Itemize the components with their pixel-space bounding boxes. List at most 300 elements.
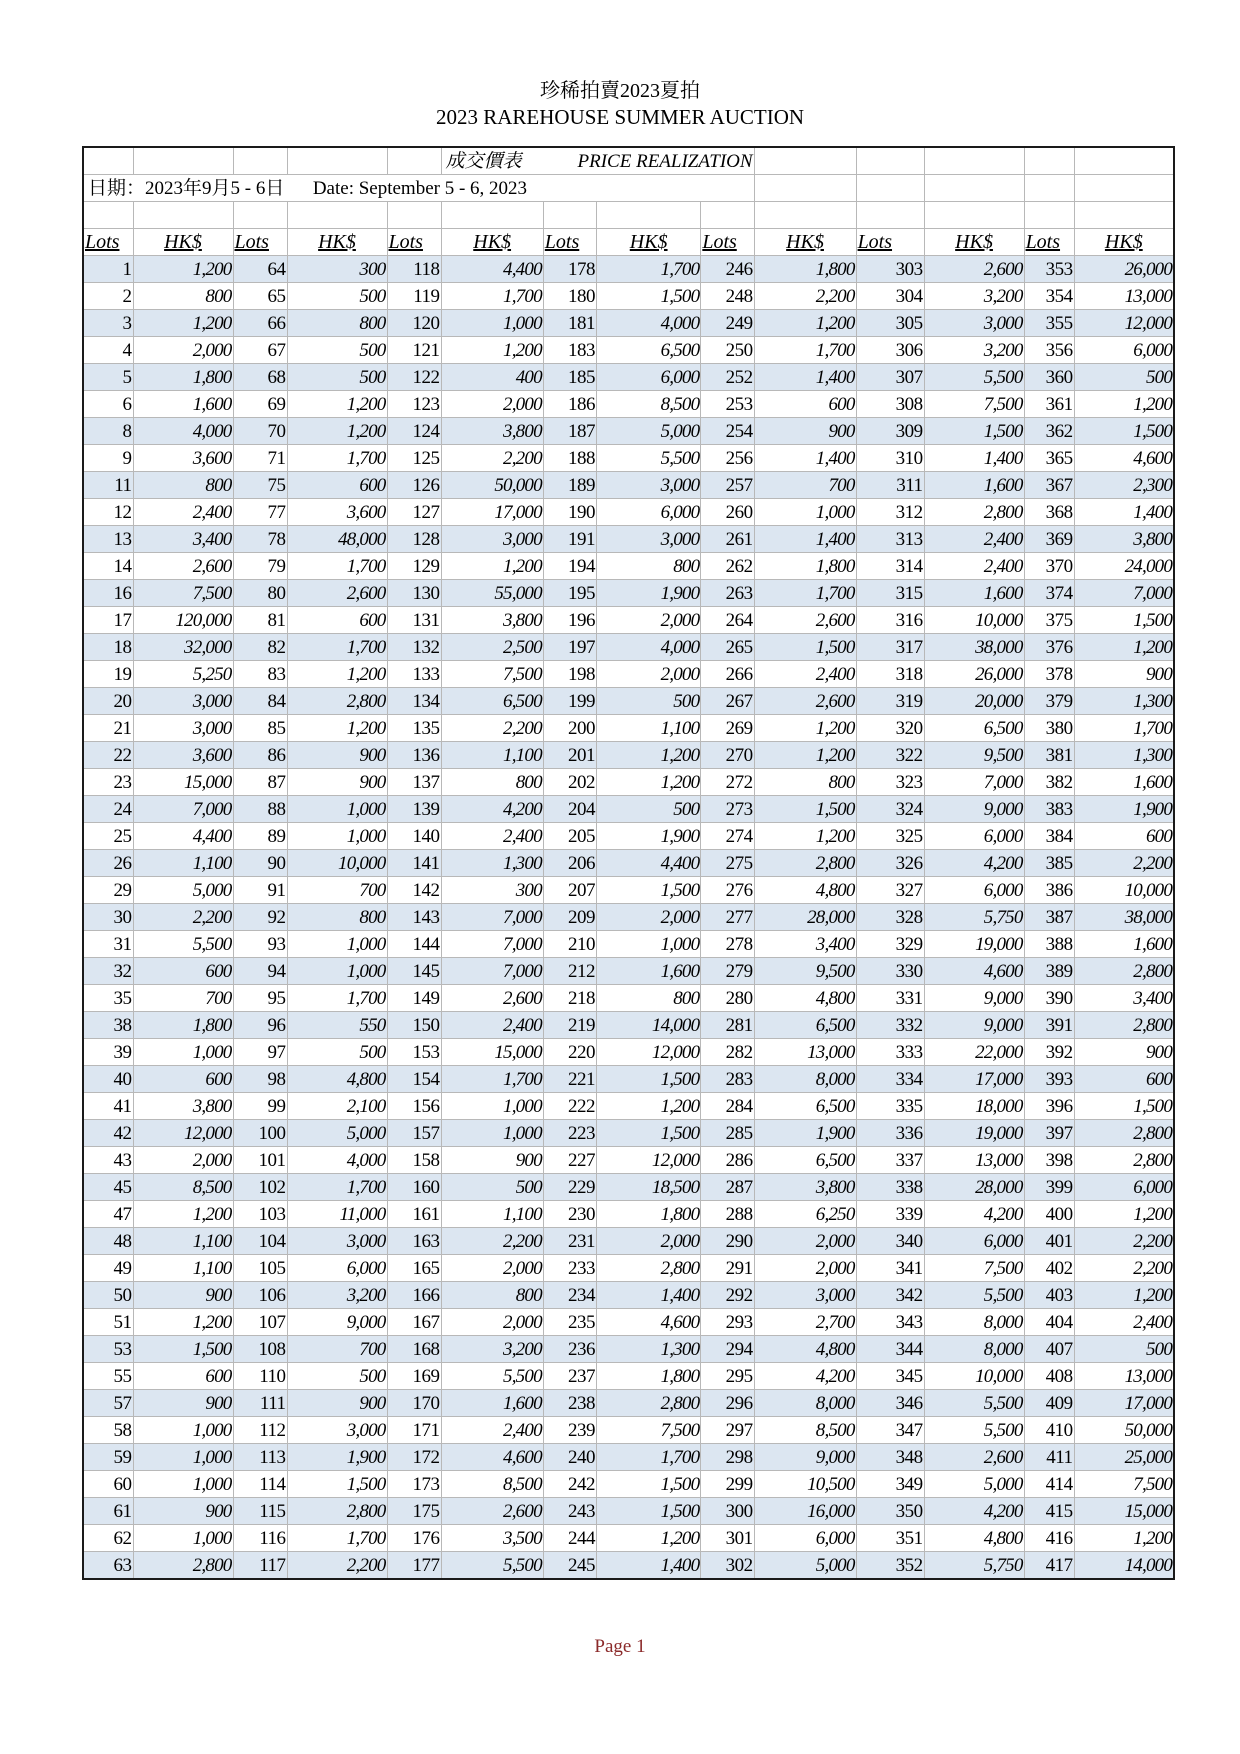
hammer-price: 5,500 xyxy=(924,1390,1024,1417)
col-header-price: HK$ xyxy=(924,229,1024,256)
lot-number: 304 xyxy=(856,283,924,310)
hammer-price: 2,800 xyxy=(754,850,856,877)
hammer-price: 2,600 xyxy=(924,256,1024,283)
lot-number: 103 xyxy=(233,1201,287,1228)
lot-number: 135 xyxy=(387,715,441,742)
lot-number: 82 xyxy=(233,634,287,661)
hammer-price: 5,500 xyxy=(924,364,1024,391)
hammer-price: 4,000 xyxy=(596,310,700,337)
lot-number: 339 xyxy=(856,1201,924,1228)
hammer-price: 2,500 xyxy=(441,634,543,661)
lot-number: 66 xyxy=(233,310,287,337)
lot-number: 160 xyxy=(387,1174,441,1201)
hammer-price: 3,400 xyxy=(754,931,856,958)
hammer-price: 4,800 xyxy=(287,1066,387,1093)
lot-number: 4 xyxy=(83,337,133,364)
lot-number: 53 xyxy=(83,1336,133,1363)
lot-number: 274 xyxy=(701,823,754,850)
lot-number: 300 xyxy=(701,1498,754,1525)
lot-number: 102 xyxy=(233,1174,287,1201)
table-row xyxy=(83,1336,1174,1363)
lot-number: 234 xyxy=(543,1282,596,1309)
lot-number: 238 xyxy=(543,1390,596,1417)
hammer-price: 500 xyxy=(1074,364,1174,391)
lot-number: 83 xyxy=(233,661,287,688)
hammer-price: 700 xyxy=(133,985,233,1012)
hammer-price: 1,500 xyxy=(754,796,856,823)
hammer-price: 1,300 xyxy=(1074,742,1174,769)
document-title xyxy=(0,78,1240,131)
hammer-price: 1,600 xyxy=(441,1390,543,1417)
lot-number: 349 xyxy=(856,1471,924,1498)
hammer-price: 1,000 xyxy=(441,310,543,337)
lot-number: 122 xyxy=(387,364,441,391)
lot-number: 180 xyxy=(543,283,596,310)
hammer-price: 10,500 xyxy=(754,1471,856,1498)
hammer-price: 12,000 xyxy=(1074,310,1174,337)
table-title-english: PRICE REALIZATION xyxy=(577,150,753,172)
lot-number: 370 xyxy=(1024,553,1074,580)
lot-number: 13 xyxy=(83,526,133,553)
table-title-chinese: 成交價表 xyxy=(445,150,522,172)
hammer-price: 5,000 xyxy=(924,1471,1024,1498)
lot-number: 132 xyxy=(387,634,441,661)
lot-number: 112 xyxy=(233,1417,287,1444)
hammer-price: 17,000 xyxy=(1074,1390,1174,1417)
lot-number: 324 xyxy=(856,796,924,823)
lot-number: 278 xyxy=(701,931,754,958)
hammer-price: 4,200 xyxy=(924,850,1024,877)
lot-number: 277 xyxy=(701,904,754,931)
lot-number: 340 xyxy=(856,1228,924,1255)
table-row xyxy=(83,391,1174,418)
hammer-price: 900 xyxy=(754,418,856,445)
hammer-price: 24,000 xyxy=(1074,553,1174,580)
date-chinese: 日期：2023年9月5 - 6日 xyxy=(88,177,285,199)
hammer-price: 3,000 xyxy=(287,1228,387,1255)
hammer-price: 48,000 xyxy=(287,526,387,553)
lot-number: 157 xyxy=(387,1120,441,1147)
hammer-price: 8,000 xyxy=(924,1336,1024,1363)
lot-number: 32 xyxy=(83,958,133,985)
hammer-price: 1,800 xyxy=(754,553,856,580)
lot-number: 98 xyxy=(233,1066,287,1093)
lot-number: 402 xyxy=(1024,1255,1074,1282)
hammer-price: 3,400 xyxy=(1074,985,1174,1012)
lot-number: 411 xyxy=(1024,1444,1074,1471)
hammer-price: 12,000 xyxy=(596,1147,700,1174)
lot-number: 149 xyxy=(387,985,441,1012)
lot-number: 60 xyxy=(83,1471,133,1498)
hammer-price: 1,700 xyxy=(441,283,543,310)
lot-number: 246 xyxy=(701,256,754,283)
table-row xyxy=(83,1282,1174,1309)
lot-number: 408 xyxy=(1024,1363,1074,1390)
lot-number: 223 xyxy=(543,1120,596,1147)
hammer-price: 1,800 xyxy=(754,256,856,283)
hammer-price: 2,200 xyxy=(1074,850,1174,877)
lot-number: 302 xyxy=(701,1552,754,1580)
hammer-price: 2,200 xyxy=(441,445,543,472)
lot-number: 254 xyxy=(701,418,754,445)
lot-number: 266 xyxy=(701,661,754,688)
hammer-price: 1,200 xyxy=(287,391,387,418)
lot-number: 257 xyxy=(701,472,754,499)
hammer-price: 900 xyxy=(133,1498,233,1525)
hammer-price: 1,100 xyxy=(133,1228,233,1255)
hammer-price: 1,500 xyxy=(1074,607,1174,634)
lot-number: 313 xyxy=(856,526,924,553)
hammer-price: 2,000 xyxy=(596,607,700,634)
lot-number: 58 xyxy=(83,1417,133,1444)
hammer-price: 2,800 xyxy=(1074,1012,1174,1039)
hammer-price: 500 xyxy=(287,364,387,391)
lot-number: 17 xyxy=(83,607,133,634)
table-row xyxy=(83,1498,1174,1525)
lot-number: 166 xyxy=(387,1282,441,1309)
hammer-price: 2,800 xyxy=(287,688,387,715)
hammer-price: 4,800 xyxy=(924,1525,1024,1552)
table-row xyxy=(83,472,1174,499)
col-header-price: HK$ xyxy=(441,229,543,256)
lot-number: 253 xyxy=(701,391,754,418)
hammer-price: 6,000 xyxy=(924,823,1024,850)
hammer-price: 1,400 xyxy=(596,1282,700,1309)
hammer-price: 2,400 xyxy=(754,661,856,688)
table-row xyxy=(83,1552,1174,1580)
hammer-price: 1,100 xyxy=(133,1255,233,1282)
hammer-price: 900 xyxy=(1074,1039,1174,1066)
lot-number: 399 xyxy=(1024,1174,1074,1201)
hammer-price: 600 xyxy=(133,958,233,985)
hammer-price: 2,400 xyxy=(1074,1309,1174,1336)
hammer-price: 900 xyxy=(133,1282,233,1309)
hammer-price: 10,000 xyxy=(1074,877,1174,904)
lot-number: 45 xyxy=(83,1174,133,1201)
lot-number: 181 xyxy=(543,310,596,337)
lot-number: 307 xyxy=(856,364,924,391)
hammer-price: 1,500 xyxy=(596,283,700,310)
lot-number: 8 xyxy=(83,418,133,445)
hammer-price: 9,500 xyxy=(754,958,856,985)
hammer-price: 2,100 xyxy=(287,1093,387,1120)
date-english: Date: September 5 - 6, 2023 xyxy=(312,177,528,199)
lot-number: 299 xyxy=(701,1471,754,1498)
hammer-price: 9,000 xyxy=(924,796,1024,823)
lot-number: 75 xyxy=(233,472,287,499)
hammer-price: 19,000 xyxy=(924,1120,1024,1147)
hammer-price: 2,400 xyxy=(441,1417,543,1444)
table-row xyxy=(83,904,1174,931)
lot-number: 205 xyxy=(543,823,596,850)
table-title xyxy=(441,147,754,175)
lot-number: 207 xyxy=(543,877,596,904)
table-row xyxy=(83,1417,1174,1444)
hammer-price: 14,000 xyxy=(596,1012,700,1039)
lot-number: 176 xyxy=(387,1525,441,1552)
lot-number: 401 xyxy=(1024,1228,1074,1255)
hammer-price: 3,600 xyxy=(133,742,233,769)
hammer-price: 26,000 xyxy=(924,661,1024,688)
title-english: 2023 RAREHOUSE SUMMER AUCTION xyxy=(435,105,805,129)
lot-number: 100 xyxy=(233,1120,287,1147)
lot-number: 306 xyxy=(856,337,924,364)
lot-number: 390 xyxy=(1024,985,1074,1012)
hammer-price: 3,000 xyxy=(287,1417,387,1444)
hammer-price: 1,200 xyxy=(754,310,856,337)
lot-number: 105 xyxy=(233,1255,287,1282)
hammer-price: 18,500 xyxy=(596,1174,700,1201)
lot-number: 249 xyxy=(701,310,754,337)
lot-number: 325 xyxy=(856,823,924,850)
hammer-price: 4,000 xyxy=(287,1147,387,1174)
lot-number: 285 xyxy=(701,1120,754,1147)
hammer-price: 25,000 xyxy=(1074,1444,1174,1471)
hammer-price: 1,500 xyxy=(1074,1093,1174,1120)
lot-number: 187 xyxy=(543,418,596,445)
hammer-price: 8,000 xyxy=(754,1390,856,1417)
lot-number: 293 xyxy=(701,1309,754,1336)
hammer-price: 1,600 xyxy=(924,580,1024,607)
hammer-price: 2,800 xyxy=(596,1390,700,1417)
lot-number: 239 xyxy=(543,1417,596,1444)
hammer-price: 1,700 xyxy=(1074,715,1174,742)
lot-number: 136 xyxy=(387,742,441,769)
lot-number: 317 xyxy=(856,634,924,661)
hammer-price: 5,000 xyxy=(754,1552,856,1580)
lot-number: 188 xyxy=(543,445,596,472)
lot-number: 137 xyxy=(387,769,441,796)
hammer-price: 2,200 xyxy=(441,715,543,742)
lot-number: 392 xyxy=(1024,1039,1074,1066)
hammer-price: 3,600 xyxy=(133,445,233,472)
hammer-price: 7,000 xyxy=(441,904,543,931)
lot-number: 282 xyxy=(701,1039,754,1066)
lot-number: 156 xyxy=(387,1093,441,1120)
lot-number: 79 xyxy=(233,553,287,580)
lot-number: 267 xyxy=(701,688,754,715)
table-row xyxy=(83,553,1174,580)
hammer-price: 3,600 xyxy=(287,499,387,526)
hammer-price: 1,700 xyxy=(596,1444,700,1471)
hammer-price: 8,500 xyxy=(133,1174,233,1201)
hammer-price: 3,000 xyxy=(133,688,233,715)
table-row xyxy=(83,1363,1174,1390)
lot-number: 341 xyxy=(856,1255,924,1282)
lot-number: 219 xyxy=(543,1012,596,1039)
hammer-price: 1,200 xyxy=(754,715,856,742)
lot-number: 196 xyxy=(543,607,596,634)
lot-number: 264 xyxy=(701,607,754,634)
hammer-price: 2,000 xyxy=(754,1255,856,1282)
lot-number: 77 xyxy=(233,499,287,526)
table-row xyxy=(83,1147,1174,1174)
lot-number: 354 xyxy=(1024,283,1074,310)
hammer-price: 16,000 xyxy=(754,1498,856,1525)
table-row xyxy=(83,1201,1174,1228)
lot-number: 233 xyxy=(543,1255,596,1282)
lot-number: 374 xyxy=(1024,580,1074,607)
hammer-price: 1,600 xyxy=(1074,769,1174,796)
lot-number: 140 xyxy=(387,823,441,850)
hammer-price: 3,200 xyxy=(287,1282,387,1309)
lot-number: 348 xyxy=(856,1444,924,1471)
lot-number: 64 xyxy=(233,256,287,283)
hammer-price: 4,200 xyxy=(924,1201,1024,1228)
lot-number: 96 xyxy=(233,1012,287,1039)
hammer-price: 2,000 xyxy=(441,1255,543,1282)
hammer-price: 13,000 xyxy=(1074,283,1174,310)
lot-number: 369 xyxy=(1024,526,1074,553)
hammer-price: 4,800 xyxy=(754,985,856,1012)
hammer-price: 6,000 xyxy=(1074,1174,1174,1201)
lot-number: 291 xyxy=(701,1255,754,1282)
lot-number: 169 xyxy=(387,1363,441,1390)
hammer-price: 1,000 xyxy=(287,931,387,958)
lot-number: 318 xyxy=(856,661,924,688)
hammer-price: 1,500 xyxy=(596,1066,700,1093)
lot-number: 250 xyxy=(701,337,754,364)
table-row xyxy=(83,661,1174,688)
hammer-price: 1,700 xyxy=(287,1525,387,1552)
table-row xyxy=(83,769,1174,796)
hammer-price: 4,600 xyxy=(441,1444,543,1471)
lot-number: 287 xyxy=(701,1174,754,1201)
lot-number: 133 xyxy=(387,661,441,688)
lot-number: 19 xyxy=(83,661,133,688)
lot-number: 323 xyxy=(856,769,924,796)
hammer-price: 6,500 xyxy=(924,715,1024,742)
lot-number: 38 xyxy=(83,1012,133,1039)
hammer-price: 550 xyxy=(287,1012,387,1039)
lot-number: 362 xyxy=(1024,418,1074,445)
hammer-price: 700 xyxy=(754,472,856,499)
hammer-price: 15,000 xyxy=(133,769,233,796)
hammer-price: 1,200 xyxy=(287,661,387,688)
hammer-price: 1,600 xyxy=(1074,931,1174,958)
lot-number: 281 xyxy=(701,1012,754,1039)
lot-number: 93 xyxy=(233,931,287,958)
lot-number: 222 xyxy=(543,1093,596,1120)
lot-number: 242 xyxy=(543,1471,596,1498)
hammer-price: 2,600 xyxy=(754,607,856,634)
lot-number: 280 xyxy=(701,985,754,1012)
hammer-price: 2,800 xyxy=(1074,1147,1174,1174)
hammer-price: 13,000 xyxy=(1074,1363,1174,1390)
hammer-price: 20,000 xyxy=(924,688,1024,715)
lot-number: 388 xyxy=(1024,931,1074,958)
hammer-price: 8,500 xyxy=(441,1471,543,1498)
hammer-price: 50,000 xyxy=(441,472,543,499)
table-row xyxy=(83,931,1174,958)
table-row xyxy=(83,877,1174,904)
lot-number: 337 xyxy=(856,1147,924,1174)
hammer-price: 7,500 xyxy=(133,580,233,607)
hammer-price: 3,800 xyxy=(441,418,543,445)
lot-number: 40 xyxy=(83,1066,133,1093)
lot-number: 185 xyxy=(543,364,596,391)
table-row xyxy=(83,1174,1174,1201)
lot-number: 3 xyxy=(83,310,133,337)
lot-number: 284 xyxy=(701,1093,754,1120)
table-date-row xyxy=(83,175,1174,202)
lot-number: 49 xyxy=(83,1255,133,1282)
hammer-price: 2,200 xyxy=(133,904,233,931)
lot-number: 326 xyxy=(856,850,924,877)
hammer-price: 4,200 xyxy=(924,1498,1024,1525)
lot-number: 94 xyxy=(233,958,287,985)
table-row xyxy=(83,1525,1174,1552)
lot-number: 308 xyxy=(856,391,924,418)
lot-number: 50 xyxy=(83,1282,133,1309)
lot-number: 393 xyxy=(1024,1066,1074,1093)
hammer-price: 1,600 xyxy=(924,472,1024,499)
hammer-price: 800 xyxy=(133,283,233,310)
hammer-price: 1,900 xyxy=(596,823,700,850)
lot-number: 178 xyxy=(543,256,596,283)
hammer-price: 2,400 xyxy=(924,526,1024,553)
lot-number: 70 xyxy=(233,418,287,445)
hammer-price: 1,900 xyxy=(596,580,700,607)
lot-number: 400 xyxy=(1024,1201,1074,1228)
hammer-price: 4,600 xyxy=(596,1309,700,1336)
lot-number: 183 xyxy=(543,337,596,364)
hammer-price: 3,500 xyxy=(441,1525,543,1552)
hammer-price: 600 xyxy=(133,1066,233,1093)
hammer-price: 5,250 xyxy=(133,661,233,688)
lot-number: 231 xyxy=(543,1228,596,1255)
lot-number: 315 xyxy=(856,580,924,607)
table-row xyxy=(83,445,1174,472)
lot-number: 42 xyxy=(83,1120,133,1147)
hammer-price: 1,200 xyxy=(287,715,387,742)
hammer-price: 2,400 xyxy=(441,1012,543,1039)
lot-number: 396 xyxy=(1024,1093,1074,1120)
hammer-price: 3,000 xyxy=(924,310,1024,337)
hammer-price: 2,400 xyxy=(924,553,1024,580)
hammer-price: 6,000 xyxy=(596,364,700,391)
hammer-price: 2,600 xyxy=(287,580,387,607)
lot-number: 409 xyxy=(1024,1390,1074,1417)
hammer-price: 2,800 xyxy=(1074,1120,1174,1147)
lot-number: 90 xyxy=(233,850,287,877)
lot-number: 59 xyxy=(83,1444,133,1471)
hammer-price: 1,000 xyxy=(596,931,700,958)
lot-number: 114 xyxy=(233,1471,287,1498)
table-row xyxy=(83,283,1174,310)
lot-number: 134 xyxy=(387,688,441,715)
lot-number: 23 xyxy=(83,769,133,796)
lot-number: 22 xyxy=(83,742,133,769)
table-row xyxy=(83,688,1174,715)
hammer-price: 28,000 xyxy=(754,904,856,931)
lot-number: 404 xyxy=(1024,1309,1074,1336)
lot-number: 86 xyxy=(233,742,287,769)
lot-number: 21 xyxy=(83,715,133,742)
lot-number: 353 xyxy=(1024,256,1074,283)
price-realization-table xyxy=(82,146,1175,1580)
hammer-price: 1,500 xyxy=(596,1471,700,1498)
hammer-price: 2,200 xyxy=(441,1228,543,1255)
hammer-price: 1,400 xyxy=(596,1552,700,1580)
lot-number: 311 xyxy=(856,472,924,499)
hammer-price: 3,000 xyxy=(596,472,700,499)
lot-number: 161 xyxy=(387,1201,441,1228)
hammer-price: 9,000 xyxy=(924,1012,1024,1039)
lot-number: 26 xyxy=(83,850,133,877)
hammer-price: 1,300 xyxy=(596,1336,700,1363)
hammer-price: 3,000 xyxy=(441,526,543,553)
